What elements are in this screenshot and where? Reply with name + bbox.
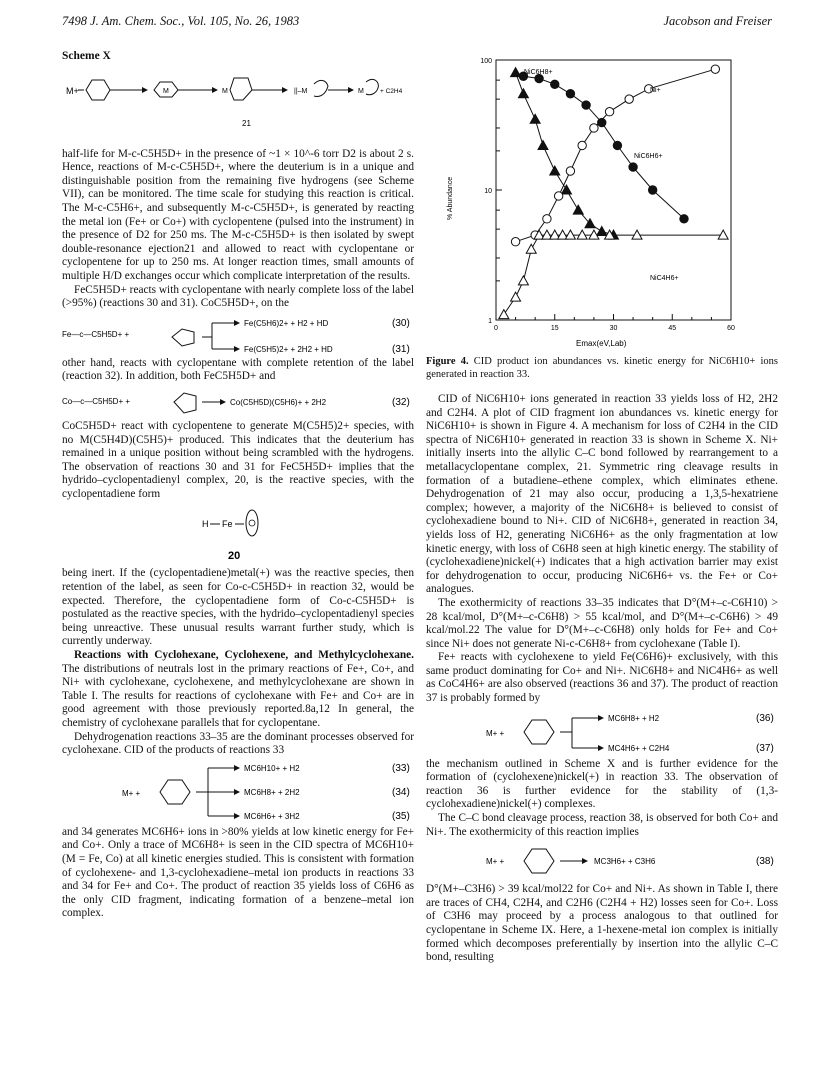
scheme-x-diagram <box>62 64 414 144</box>
svg-text:(34): (34) <box>392 786 410 798</box>
series-label-nic4h6: NiC4H6+ <box>650 275 679 282</box>
svg-text:M: M <box>163 87 169 95</box>
paragraph-left-1: half-life for M-c-C5H5D+ in the presence of ~1 × 10^-6 torr D2 is about 2 s. Hence, reactions of M-c-C5H5D+, where the deuterium is in a unique and distinguishable position from the remaining five hydrogens (see Scheme VII), can be monitored. The time scale for studying this reaction is critical. The M-c-C5H6+, and subsequently M-c-C5H5D+, is generated by reacting the metal ion (Fe+ or Co+) with cyclopentene (pulsed into the instrument) in the presence of D2 for 250 ms. The M-c-C5H5D+ is then isolated by swept double-resonance ejection21 and allowed to react with cyclopentane or cyclopentene for up to 250 ms. At longer reaction times, small amounts of multiple H/D exchanges occur which complicate interpretation of the results. <box>62 147 414 282</box>
svg-text:H: H <box>202 519 209 530</box>
series-curve <box>516 73 614 236</box>
series-curve <box>504 235 723 315</box>
paragraph-left-7: Dehydrogenation reactions 33–35 are the dominant processes observed for cyclohexane. CID of the products of reactions 33 <box>62 730 414 757</box>
chart-marks <box>499 65 728 319</box>
series-curve <box>523 76 684 219</box>
x-tick-label: 60 <box>727 325 735 332</box>
svg-text:MC6H8+ + H2: MC6H8+ + H2 <box>608 713 660 723</box>
data-point <box>499 310 509 319</box>
y-tick-label: 100 <box>480 58 492 65</box>
svg-text:M+ +: M+ + <box>486 728 505 738</box>
data-point <box>613 141 621 149</box>
paragraph-left-5: being inert. If the (cyclopentadiene)metal(+) was the reactive species, then retention of the label, as seen for Co-c-C5H5D+ in reaction 32, would be expected. Therefore, the cyclopentadiene form of Co-c-C5H5D+ is postulated as the reactive species, with the hydrido–cyclopentadienyl species being unreactive. These unusual results warrant further study, which is currently underway. <box>62 567 414 648</box>
data-point <box>566 167 574 175</box>
data-point <box>511 238 519 246</box>
equation-30-31 <box>62 313 414 355</box>
data-point <box>648 186 656 194</box>
figure-caption: Figure 4. CID product ion abundances vs. kinetic energy for NiC6H10+ ions generated in reaction 33. <box>426 356 778 380</box>
paragraph-right-4: the mechanism outlined in Scheme X and is further evidence for the formation of (cyclohexene)nickel(+) in reaction 33. The observation of reaction 36 is further evidence for the stability of (1,3-cyclohexadiene)nickel(+) complexes. <box>426 757 778 811</box>
paragraph-right-5: The C–C bond cleavage process, reaction 38, is observed for both Co+ and Ni+. The exothermicity of this reaction implies <box>426 812 778 838</box>
paragraph-right-6: D°(M+–C3H6) > 39 kcal/mol22 for Co+ and Ni+. As shown in Table I, there are traces of CH4, C2H4, and C2H6 (C2H4 + H2) losses seen for Co+. Loss of C3H6 may proceed by a process analogous to that outlined for cyclopentane in Scheme IX. Here, a 1-hexene-metal ion complex is initially formed which decomposes preferentially by insertion into the allylic C–C bond, resulting <box>426 883 778 964</box>
svg-text:MC6H10+ + H2: MC6H10+ + H2 <box>244 763 300 773</box>
data-point <box>711 65 719 73</box>
data-point <box>680 215 688 223</box>
svg-text:MC4H6+ + C2H4: MC4H6+ + C2H4 <box>608 743 670 753</box>
svg-text:(32): (32) <box>392 396 410 408</box>
scheme-product: + C2H4 <box>380 87 403 95</box>
data-point <box>578 141 586 149</box>
svg-text:||–M: ||–M <box>294 87 308 95</box>
data-point <box>550 166 560 175</box>
running-header-right: Jacobson and Freiser <box>663 14 772 28</box>
paragraph-right-3: Fe+ reacts with cyclohexene to yield Fe(C6H6)+ exclusively, with this same product dominating for Co+ and Ni+. NiC6H8+ and NiC4H6+ as well as CoC4H6+ are also observed (reactions 36 and 37). The product of reaction 37 is probably formed by <box>426 651 778 705</box>
data-point <box>718 230 728 239</box>
paragraph-left-4: CoC5H5D+ react with cyclopentene to generate M(C5H5)2+ species, with no M(C5H4D)(C5H5)+ produced. This indicates that the deuterium has remained in a unique position without being scrambled with the hydrogens. The observation of reactions 30 and 31 for FeC5H5D+ implies that the hydrido–cyclopentadienyl complex, 20, is the reactive species, with the cyclopentadiene form <box>62 419 414 500</box>
left-column <box>62 50 414 921</box>
data-point <box>566 90 574 98</box>
svg-text:Co(C5H5D)(C5H6)+ + 2H2: Co(C5H5D)(C5H6)+ + 2H2 <box>230 397 327 407</box>
data-point <box>598 118 606 126</box>
data-point <box>582 101 590 109</box>
x-tick-label: 45 <box>668 325 677 332</box>
svg-text:M: M <box>358 87 364 95</box>
svg-text:(37): (37) <box>756 742 774 754</box>
paragraph-left-6: Reactions with Cyclohexane, Cyclohexene, and Methylcyclohexane. The distributions of neutrals lost in the primary reactions of Fe+, Co+, and Ni+ with cyclohexane, cyclohexene, and methylcyclohexane are shown in Table I. The results for reactions of cyclohexane with Fe+ and Co+ are in good agreement with those previously reported.8a,12 In general, the chemistry of cyclohexane parallels that for cyclopentane. <box>62 649 414 729</box>
paragraph-right-1: CID of NiC6H10+ ions generated in reaction 33 yields loss of H2, 2H2 and C2H4. A plot of CID fragment ion abundances vs. kinetic energy for NiC6H10+ is shown in Figure 4. A mechanism for loss of C2H4 in the CID spectra of NiC6H10+ generated in reaction 33 is shown in Scheme X. Ni+ initially inserts into the allylic C–C bond followed by rearrangement to a metallacyclopentane complex, 21. Symmetric ring cleavage results in formation of a butadiene–ethene complex, which eliminates ethene. Dehydrogenation of 21 may also occur, producing a 1,3,5-hexatriene complex; however, a majority of the NiC6H8+ is believed to consist of cyclohexadiene bound to Ni+. CID of NiC6H8+, generated in reaction 34, yields loss of H2, generating NiC6H6+ as the only fragmentation at low kinetic energy, with loss of C6H8 seen at high kinetic energy. The stability of (cyclohexadiene)nickel(+) indicates that a high activation barrier may exist for dehydrogenation to occur, producing NiC6H6+ vs. the Fe+ or Co+ analogues. <box>426 393 778 596</box>
svg-text:(35): (35) <box>392 810 410 822</box>
data-point <box>590 124 598 132</box>
svg-text:(38): (38) <box>756 856 774 868</box>
svg-text:Fe—c—C5H5D+ +: Fe—c—C5H5D+ + <box>62 329 130 339</box>
data-point <box>530 114 540 123</box>
svg-text:20: 20 <box>228 550 241 563</box>
x-axis-label: Emax(eV,Lab) <box>576 339 627 348</box>
data-point <box>511 292 521 301</box>
data-point <box>632 230 642 239</box>
plot-frame <box>496 60 731 320</box>
figure-4-chart <box>426 50 778 350</box>
data-point <box>554 192 562 200</box>
structure-20 <box>62 501 414 567</box>
svg-text:(33): (33) <box>392 762 410 774</box>
data-point <box>629 163 637 171</box>
equation-32 <box>62 386 414 418</box>
svg-text:M+ +: M+ + <box>122 788 141 798</box>
svg-text:Fe: Fe <box>222 519 233 530</box>
right-column <box>426 50 778 965</box>
running-header-left: 7498 J. Am. Chem. Soc., Vol. 105, No. 26, 1983 <box>62 14 300 28</box>
svg-text:Fe(C5H5)2+ + 2H2 + HD: Fe(C5H5)2+ + 2H2 + HD <box>244 344 333 354</box>
x-tick-label: 15 <box>550 325 559 332</box>
svg-text:(30): (30) <box>392 317 410 329</box>
svg-text:MC6H8+ + 2H2: MC6H8+ + 2H2 <box>244 787 300 797</box>
svg-text:Fe(C5H6)2+ + H2 + HD: Fe(C5H6)2+ + H2 + HD <box>244 318 329 328</box>
y-tick-label: 1 <box>488 318 492 325</box>
section-heading: Reactions with Cyclohexane, Cyclohexene, and Methylcyclohexane. <box>74 649 414 662</box>
data-point <box>551 80 559 88</box>
series-label-nic6h8: NiC6H8+ <box>524 69 553 76</box>
svg-text:Co—c—C5H5D+ +: Co—c—C5H5D+ + <box>62 396 131 406</box>
data-point <box>565 230 575 239</box>
data-point <box>597 226 607 235</box>
data-point <box>625 95 633 103</box>
y-axis-label: % Abundance <box>447 176 454 220</box>
data-point <box>573 205 583 214</box>
series-label-nic6h6: NiC6H6+ <box>634 153 663 160</box>
svg-text:(31): (31) <box>392 343 410 355</box>
paragraph-left-2: FeC5H5D+ reacts with cyclopentane with nearly complete loss of the label (>95%) (reactions 30 and 31). CoC5H5D+, on the <box>62 283 414 310</box>
equation-33-35 <box>62 760 414 824</box>
svg-text:MC3H6+ + C3H6: MC3H6+ + C3H6 <box>594 857 656 867</box>
data-point <box>518 89 528 98</box>
data-point <box>518 276 528 285</box>
data-point <box>526 244 536 253</box>
y-tick-label: 10 <box>484 188 492 195</box>
paragraph-left-3: other hand, reacts with cyclopentane with complete retention of the label (reaction 32). In addition, both FeC5H5D+ and <box>62 356 414 383</box>
paragraph-right-2: The exothermicity of reactions 33–35 indicates that D°(M+–c-C6H10) > 28 kcal/mol, D°(M+–c-C6H8) > 55 kcal/mol, and D°(M+–c-C6H6) > 49 kcal/mol.22 The value for D°(M+–c-C6H8) only holds for Fe+ and Co+ since Ni+ does not generate Ni-c-C6H8+ from cyclohexane (Table I). <box>426 596 778 650</box>
x-tick-label: 30 <box>609 325 618 332</box>
data-point <box>605 108 613 116</box>
compound-21-label: 21 <box>242 118 251 128</box>
data-point <box>543 215 551 223</box>
equation-36-37 <box>426 708 778 756</box>
x-tick-label: 0 <box>494 325 498 332</box>
data-point <box>577 230 587 239</box>
svg-text:MC6H6+ + 3H2: MC6H6+ + 3H2 <box>244 811 300 821</box>
equation-38 <box>426 841 778 881</box>
paragraph-left-8: and 34 generates MC6H6+ ions in >80% yields at low kinetic energy for Fe+ and Co+. Only a trace of MC6H8+ is seen in the CID spectra of MC6H10+ (M = Fe, Co) at all kinetic energies studied. This is consistent with formation of cyclohexene- and 1,3-cyclohexadiene–metal ion products in reactions 33 and 34 for Fe+ and Co+. The product of reaction 35 yields loss of C6H6 as the only CID fragment, indicating formation of a benzene–metal ion complex. <box>62 825 414 920</box>
svg-text:(36): (36) <box>756 712 774 724</box>
data-point <box>538 140 548 149</box>
svg-text:M+ +: M+ + <box>486 857 505 867</box>
scheme-label: Scheme X <box>62 50 111 62</box>
svg-text:M: M <box>222 87 228 95</box>
series-label-ni: Ni+ <box>650 87 661 94</box>
scheme-mplus: M+ <box>66 85 79 96</box>
